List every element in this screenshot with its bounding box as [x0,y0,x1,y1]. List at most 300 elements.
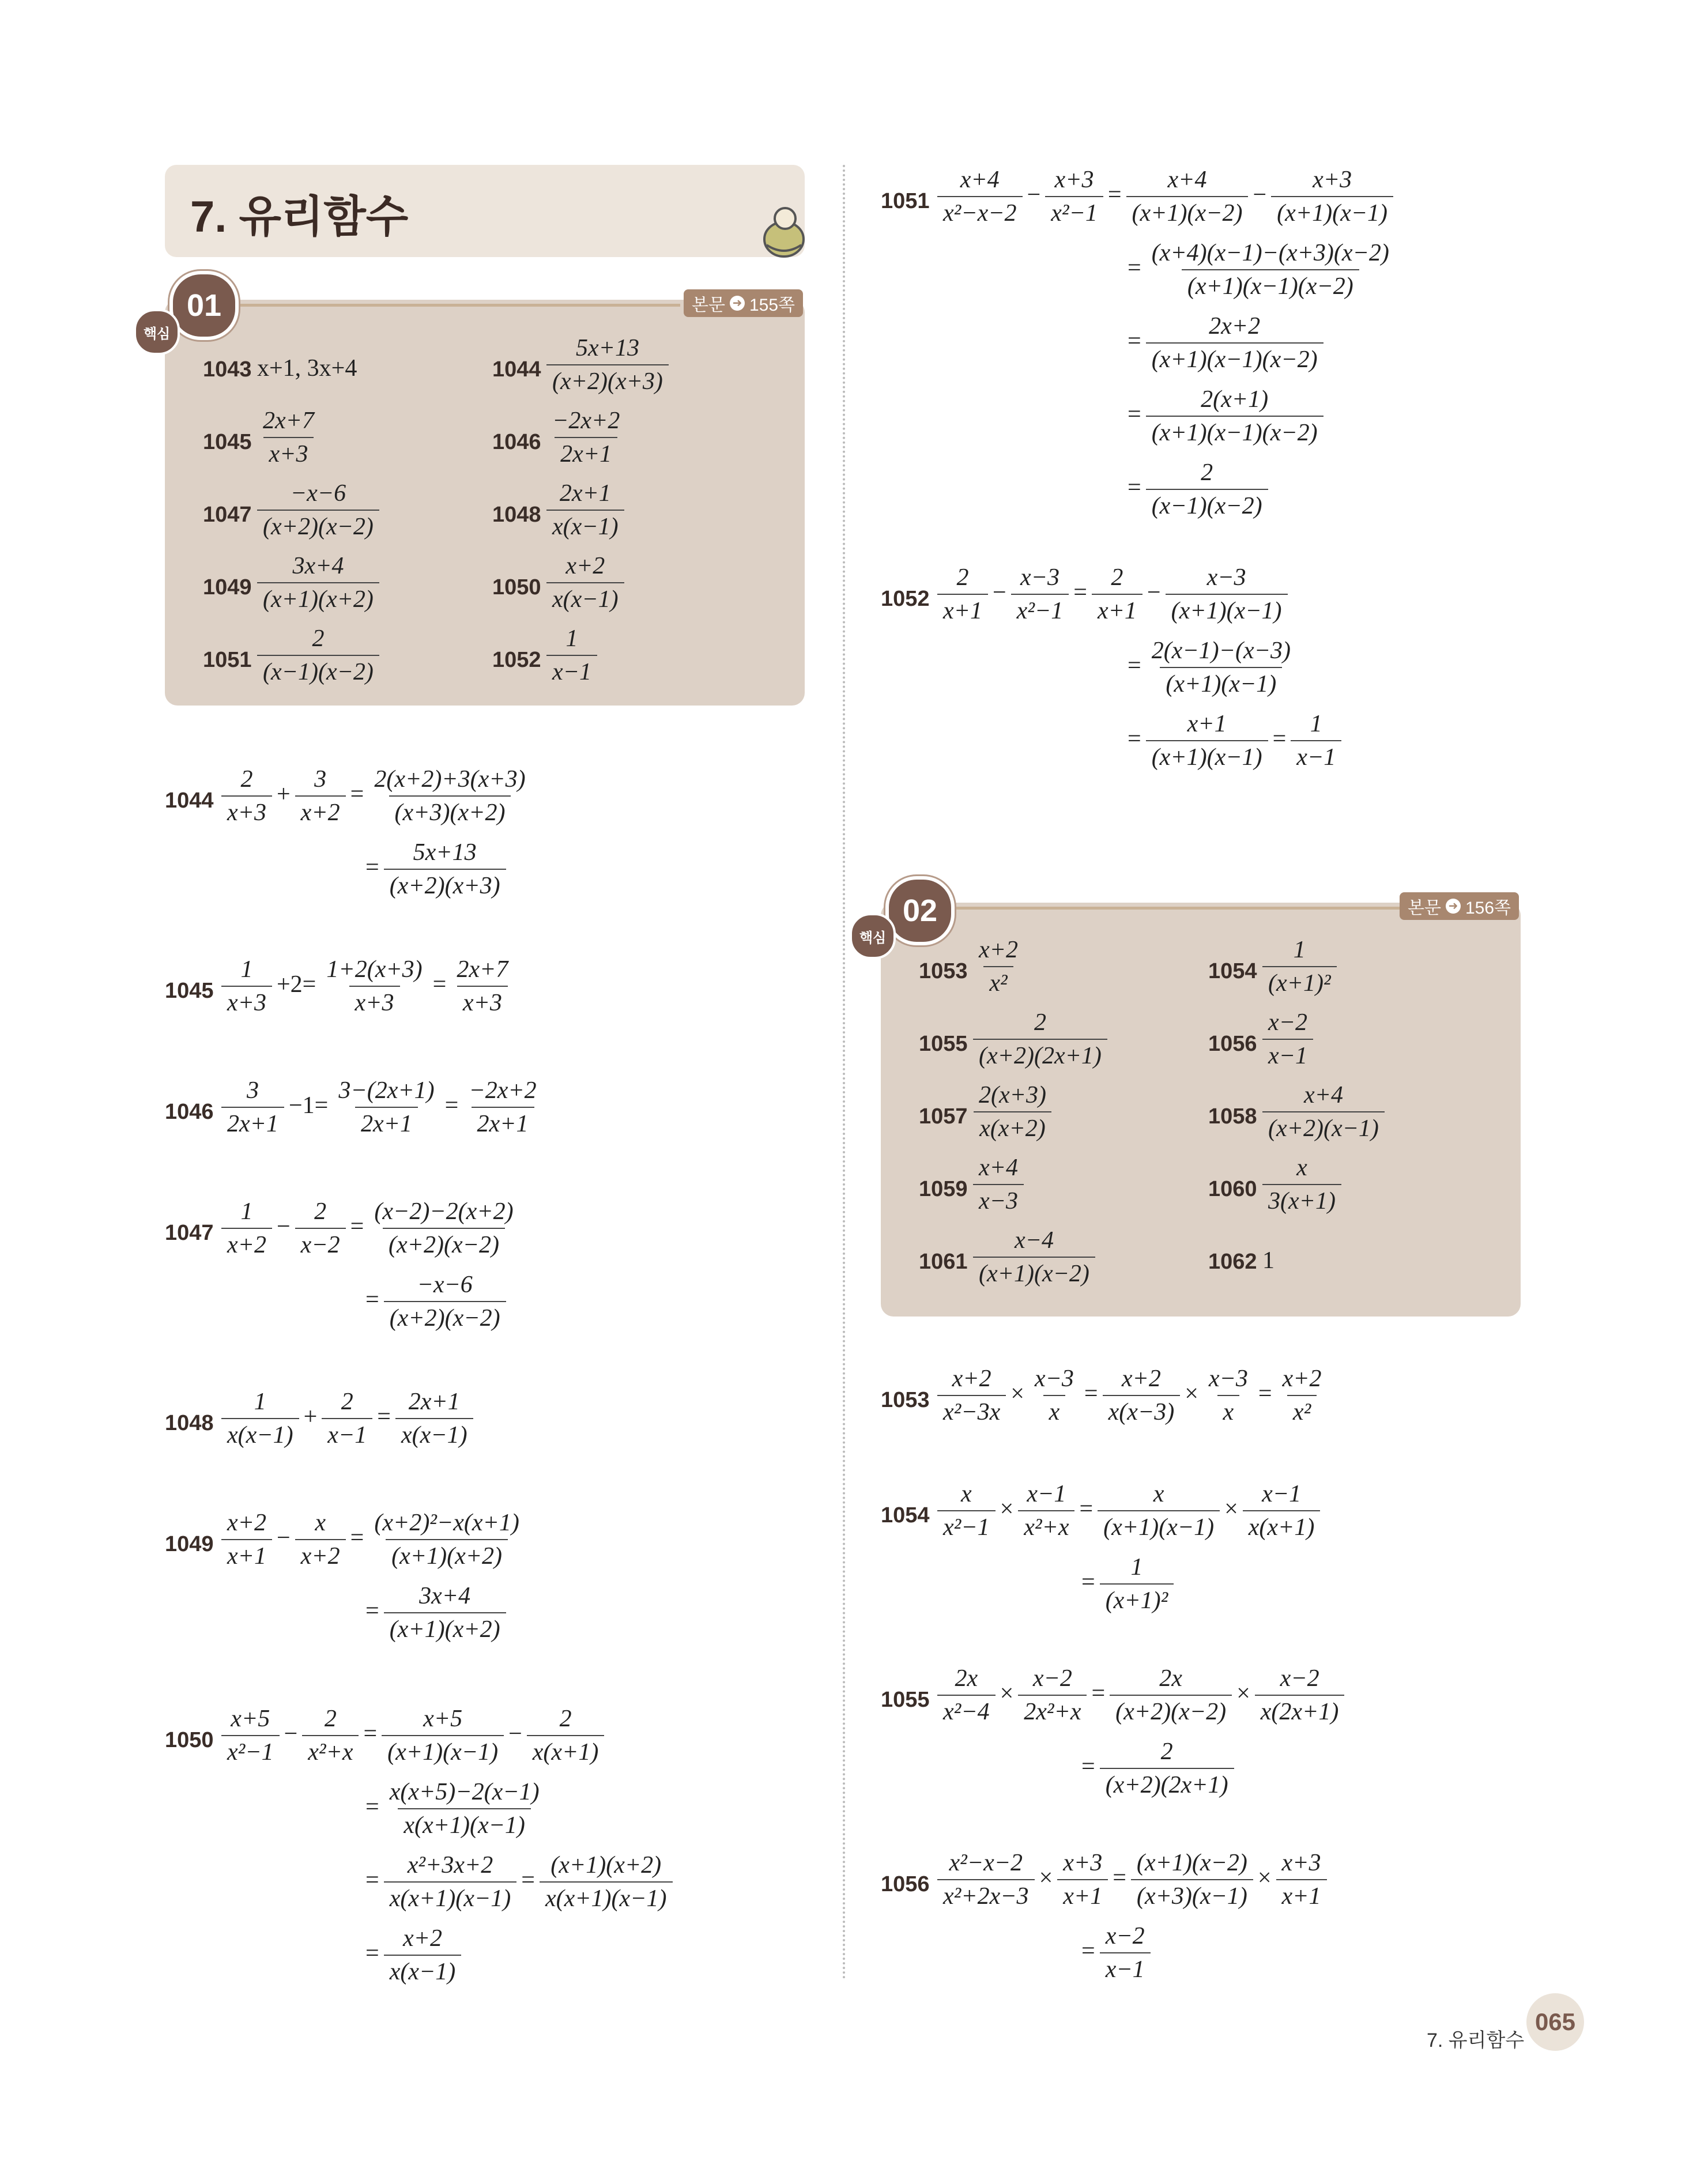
fraction [1092,565,1143,624]
operator: × [1236,1680,1250,1707]
denominator: x+3 [221,986,272,1016]
problem-number: 1051 [881,189,930,213]
problem-number: 1054 [881,1503,930,1527]
fraction [463,1078,542,1137]
operator: = [350,1213,364,1240]
numerator: (x−2)−2(x+2) [374,1198,514,1225]
math-expression [1079,1555,1176,1613]
denominator: (x+1)(x−1) [1166,594,1288,624]
math-expression [971,1010,1110,1069]
denominator: x−2 [295,1228,346,1258]
ref-page: 155쪽 [749,296,795,315]
fraction [1100,1923,1151,1982]
numerator: 5x+13 [413,839,477,866]
fraction [395,1389,473,1448]
fraction [1146,240,1395,299]
numerator: x [1296,1155,1307,1181]
problem-number: 1061 [919,1250,968,1274]
fraction [333,1078,440,1137]
fraction [295,1199,346,1258]
problem-number: 1059 [919,1177,968,1201]
problem-number: 1049 [165,1532,214,1556]
math-expression [219,1199,522,1258]
math-expression [363,1272,508,1331]
numerator: x−2 [1280,1665,1319,1692]
page-number: 065 [1526,1993,1584,2051]
math-expression [219,1706,606,1765]
page-reference-1 [684,289,803,317]
math-expression [544,553,627,612]
operator: + [303,1403,318,1430]
problem-number: 1056 [1208,1032,1257,1056]
numerator: 2 [1111,564,1123,591]
denominator: x(x+1)(x−1) [398,1808,531,1838]
denominator: (x+1)(x−1) [1271,196,1393,226]
problem-number: 1052 [492,648,541,672]
numerator: 2x+7 [457,956,508,983]
math-expression [935,565,1290,624]
denominator: x(x+1) [527,1735,605,1765]
problem-number: 1056 [881,1872,930,1896]
denominator: x(x−1) [221,1418,299,1448]
numerator: x [960,1481,972,1507]
fraction [295,767,346,825]
numerator: (x+4)(x−1)−(x+3)(x−2) [1151,240,1389,266]
section-badge-2: 02 [885,876,955,945]
denominator: (x+2)(x−2) [1110,1695,1232,1725]
operator: x+1, 3x+4 [257,355,357,382]
fraction [546,481,624,540]
fraction [382,1706,504,1765]
denominator: x−1 [1291,740,1341,770]
denominator: (x−1)(x−2) [257,655,379,685]
denominator: x²+x [1018,1510,1074,1540]
math-expression [1260,1082,1387,1141]
section-rule-1 [219,304,680,307]
ref-label: 본문 [692,296,725,315]
denominator: x²+x [302,1735,359,1765]
fraction [221,1078,284,1137]
numerator: 1+2(x+3) [326,956,423,983]
problem-number: 1050 [165,1728,214,1752]
operator: = [365,854,379,881]
denominator: x(2x+1) [1255,1695,1345,1725]
numerator: x+2 [1121,1366,1161,1392]
denominator: x [1043,1395,1066,1425]
problem-number: 1057 [919,1104,968,1129]
fraction [257,626,379,685]
denominator: x+1 [937,594,988,624]
column-divider [843,165,845,1981]
denominator: (x+2)(x−1) [1262,1111,1385,1141]
math-expression [1260,1248,1277,1273]
operator: × [1224,1495,1238,1522]
numerator: 2x+7 [263,408,314,434]
numerator: 2(x+2)+3(x+3) [374,766,526,793]
fraction [1262,937,1337,996]
denominator: (x+1)(x+2) [257,582,379,612]
numerator: x+2 [1282,1366,1322,1392]
operator: = [444,1092,459,1119]
fraction [1018,1481,1074,1540]
denominator: x²−4 [937,1695,996,1725]
operator: = [1081,1753,1095,1780]
fraction [973,937,1024,996]
math-expression [363,840,508,899]
denominator: x+1 [1276,1879,1327,1909]
numerator: 2(x−1)−(x−3) [1151,638,1291,664]
denominator: (x+1)(x+2) [384,1612,506,1642]
math-expression [544,335,671,394]
numerator: x+3 [1313,167,1352,193]
fraction [1146,711,1268,770]
numerator: x−2 [1268,1009,1307,1036]
denominator: x+3 [457,986,508,1016]
denominator: x²−1 [221,1735,280,1765]
numerator: 2 [1201,459,1213,486]
fraction [546,335,669,394]
numerator: x−3 [1206,564,1246,591]
operator: = [1073,579,1087,606]
operator: = [1272,725,1287,752]
numerator: x+3 [1054,167,1094,193]
fraction [384,840,506,899]
fraction [1262,1010,1313,1069]
numerator: 2 [956,564,969,591]
numerator: 2(x+3) [979,1082,1046,1108]
fraction [221,957,272,1016]
denominator: (x+1)(x−1)(x−2) [1182,269,1359,299]
operator: = [521,1866,535,1893]
denominator: 2x²+x [1018,1695,1087,1725]
problem-number: 1047 [165,1221,214,1245]
fraction [973,1082,1052,1141]
denominator: (x+1)(x−2) [973,1257,1095,1287]
fraction [1126,167,1249,226]
fraction [1146,314,1324,372]
fraction [1103,1366,1181,1425]
math-expression [1125,638,1299,697]
fraction [937,167,1023,226]
math-expression [219,1389,476,1448]
numerator: x−4 [1014,1227,1054,1254]
fraction [1131,1850,1253,1909]
numerator: x [1153,1481,1164,1507]
problem-number: 1043 [203,357,252,382]
denominator: (x+2)(x−2) [383,1228,505,1258]
mascot-icon [749,199,819,262]
numerator: 1 [240,1198,253,1225]
problem-number: 1046 [165,1100,214,1124]
math-expression [219,1078,545,1137]
denominator: (x+1)(x−1) [1160,667,1282,697]
math-expression [544,626,599,685]
fraction [1291,711,1341,770]
math-expression [1125,314,1326,372]
arrow-right-icon: ➜ [1446,899,1461,914]
denominator: x(x−1) [546,510,624,540]
math-expression [219,957,516,1016]
numerator: x+4 [1303,1082,1343,1108]
numerator: −2x+2 [552,408,620,434]
numerator: −x−6 [290,480,346,507]
problem-number: 1060 [1208,1177,1257,1201]
operator: − [992,579,1006,606]
denominator: (x+1)(x−1) [1146,740,1268,770]
operator: = [1258,1380,1272,1407]
numerator: 2x [955,1665,978,1692]
denominator: x²−1 [1045,196,1103,226]
math-expression [1125,240,1397,299]
math-expression [1260,1155,1344,1214]
operator: = [377,1403,391,1430]
operator: × [1257,1864,1272,1891]
problem-number: 1052 [881,587,930,611]
numerator: 3 [246,1077,259,1104]
numerator: 2 [1034,1009,1046,1036]
denominator: (x+2)(x−2) [384,1301,506,1331]
operator: = [1128,474,1141,501]
fraction [1146,387,1324,446]
problem-number: 1058 [1208,1104,1257,1129]
operator: = [350,1524,364,1551]
footer-chapter: 7. 유리함수 [1427,2030,1525,2051]
math-expression [255,408,322,467]
denominator: x+3 [221,795,272,825]
fraction [546,408,625,467]
numerator: (x+1)(x+2) [550,1852,662,1879]
fraction [937,565,988,624]
fraction [221,1199,272,1258]
numerator: 3x+4 [419,1583,471,1609]
problem-number: 1053 [881,1388,930,1412]
operator: = [1084,1380,1098,1407]
section-rule-2 [935,907,1402,910]
denominator: 2x+1 [472,1107,534,1137]
fraction [320,957,428,1016]
math-expression [971,1082,1054,1141]
operator: = [1128,725,1141,752]
numerator: 2 [312,625,325,652]
fraction [1203,1366,1254,1425]
operator: = [1128,401,1141,428]
problem-number: 1049 [203,575,252,599]
numerator: 3−(2x+1) [338,1077,435,1104]
operator: − [284,1720,298,1747]
denominator: (x+1)(x−1)(x−2) [1146,342,1324,372]
math-expression [971,1155,1026,1214]
denominator: x²−x−2 [937,196,1023,226]
fraction [1146,460,1268,519]
fraction [1146,638,1296,697]
ref-page: 156쪽 [1465,899,1511,918]
operator: = [1081,1937,1095,1964]
fraction [1011,565,1069,624]
numerator: 2 [240,766,253,793]
numerator: x+5 [231,1706,270,1732]
operator: = [1128,254,1141,281]
numerator: 2 [341,1389,353,1415]
fraction [1029,1366,1080,1425]
fraction [1262,1082,1385,1141]
numerator: x−1 [1027,1481,1066,1507]
denominator: (x+3)(x+2) [389,795,511,825]
fraction [1166,565,1288,624]
math-expression [255,481,382,540]
operator: +2= [276,971,316,998]
math-expression [255,626,382,685]
chapter-title: 7. 유리함수 [190,193,409,242]
fraction [322,1389,372,1448]
fraction [368,1199,519,1258]
numerator: 1 [565,625,578,652]
fraction [221,1389,299,1448]
problem-number: 1045 [165,979,214,1003]
problem-number: 1054 [1208,959,1257,983]
denominator: x+2 [295,1539,346,1569]
math-expression [219,767,534,825]
fraction [1100,1739,1234,1798]
fraction [527,1706,605,1765]
numerator: x−2 [1032,1665,1072,1692]
fraction [384,1583,506,1642]
numerator: x [315,1510,326,1536]
fraction [1262,1155,1341,1214]
fraction [1255,1666,1345,1725]
denominator: (x+1)(x−1)(x−2) [1146,416,1324,446]
fraction [257,481,379,540]
denominator: (x+1)(x−2) [1126,196,1249,226]
denominator: (x+2)(x−2) [257,510,379,540]
operator: − [1253,181,1267,208]
operator: − [1147,579,1161,606]
denominator: x(x+1)(x−1) [384,1881,517,1911]
operator: = [1079,1495,1094,1522]
numerator: 2x [1159,1665,1182,1692]
operator: = [1091,1680,1106,1707]
operator: × [1185,1380,1198,1407]
operator: − [276,1213,291,1240]
denominator: (x−1)(x−2) [1146,489,1268,519]
numerator: x+2 [979,937,1018,963]
problem-number: 1051 [203,648,252,672]
fraction [1243,1481,1321,1540]
fraction [384,1853,517,1911]
operator: + [276,780,291,808]
numerator: 1 [1293,937,1306,963]
problem-number: 1047 [203,503,252,527]
fraction [937,1481,996,1540]
denominator: x²−1 [1011,594,1069,624]
operator: = [1128,652,1141,679]
numerator: x+4 [979,1155,1018,1181]
math-expression [971,937,1026,996]
operator: × [1010,1380,1024,1407]
fraction [1110,1666,1232,1725]
operator: = [365,1866,379,1893]
problem-number: 1048 [165,1411,214,1435]
operator: × [1000,1680,1014,1707]
numerator: (x+2)²−x(x+1) [374,1510,519,1536]
numerator: x+3 [1063,1850,1103,1876]
math-expression [363,1779,548,1838]
operator: = [365,1597,379,1624]
numerator: 3x+4 [292,553,344,579]
denominator: x(x+1) [1243,1510,1321,1540]
denominator: x [1217,1395,1240,1425]
denominator: x−1 [322,1418,372,1448]
numerator: x²+3x+2 [407,1852,493,1879]
numerator: x−3 [1034,1366,1074,1392]
denominator: (x+2)(2x+1) [973,1039,1107,1069]
denominator: x+3 [349,986,400,1016]
denominator: x−3 [973,1184,1024,1214]
operator: = [1107,181,1122,208]
fraction [257,553,379,612]
denominator: x+3 [263,437,314,467]
denominator: x(x−1) [395,1418,473,1448]
denominator: x+1 [221,1539,272,1569]
denominator: (x+2)(2x+1) [1100,1768,1234,1798]
denominator: x² [983,966,1013,996]
fraction [384,1926,462,1985]
numerator: (x+1)(x−2) [1136,1850,1247,1876]
operator: − [1027,181,1041,208]
denominator: 2x+1 [555,437,617,467]
fraction [221,1510,272,1569]
operator: × [1039,1864,1053,1891]
numerator: x−3 [1020,564,1059,591]
fraction [1057,1850,1108,1909]
math-expression [219,1510,527,1569]
math-expression [935,1850,1329,1909]
math-expression [363,1853,675,1911]
operator: = [363,1720,378,1747]
numerator: 3 [314,766,327,793]
numerator: 1 [254,1389,266,1415]
fraction [546,626,597,685]
fraction [1277,1366,1328,1425]
denominator: 2x+1 [221,1107,284,1137]
math-expression [544,481,627,540]
problem-number: 1044 [492,357,541,382]
denominator: x+1 [1092,594,1143,624]
denominator: (x+1)(x−1) [382,1735,504,1765]
section-badge-1: 01 [169,271,239,340]
denominator: x(x−1) [384,1955,462,1985]
math-expression [971,1228,1098,1287]
denominator: x(x+2) [974,1111,1051,1141]
fraction [937,1850,1035,1909]
math-expression [1125,711,1344,770]
problem-number: 1055 [919,1032,968,1056]
denominator: (x+1)(x−1) [1098,1510,1220,1540]
operator: = [350,780,364,808]
denominator: (x+2)(x+3) [384,869,506,899]
math-expression [363,1583,508,1642]
math-expression [1125,387,1326,446]
math-expression [1079,1923,1153,1982]
math-expression [935,1366,1330,1425]
operator: = [1081,1568,1095,1595]
fraction [1045,167,1103,226]
numerator: x+4 [960,167,1000,193]
numerator: x+2 [227,1510,266,1536]
numerator: x−3 [1208,1366,1248,1392]
operator: = [365,1940,379,1967]
operator: 1 [1262,1247,1275,1274]
fraction [221,767,272,825]
